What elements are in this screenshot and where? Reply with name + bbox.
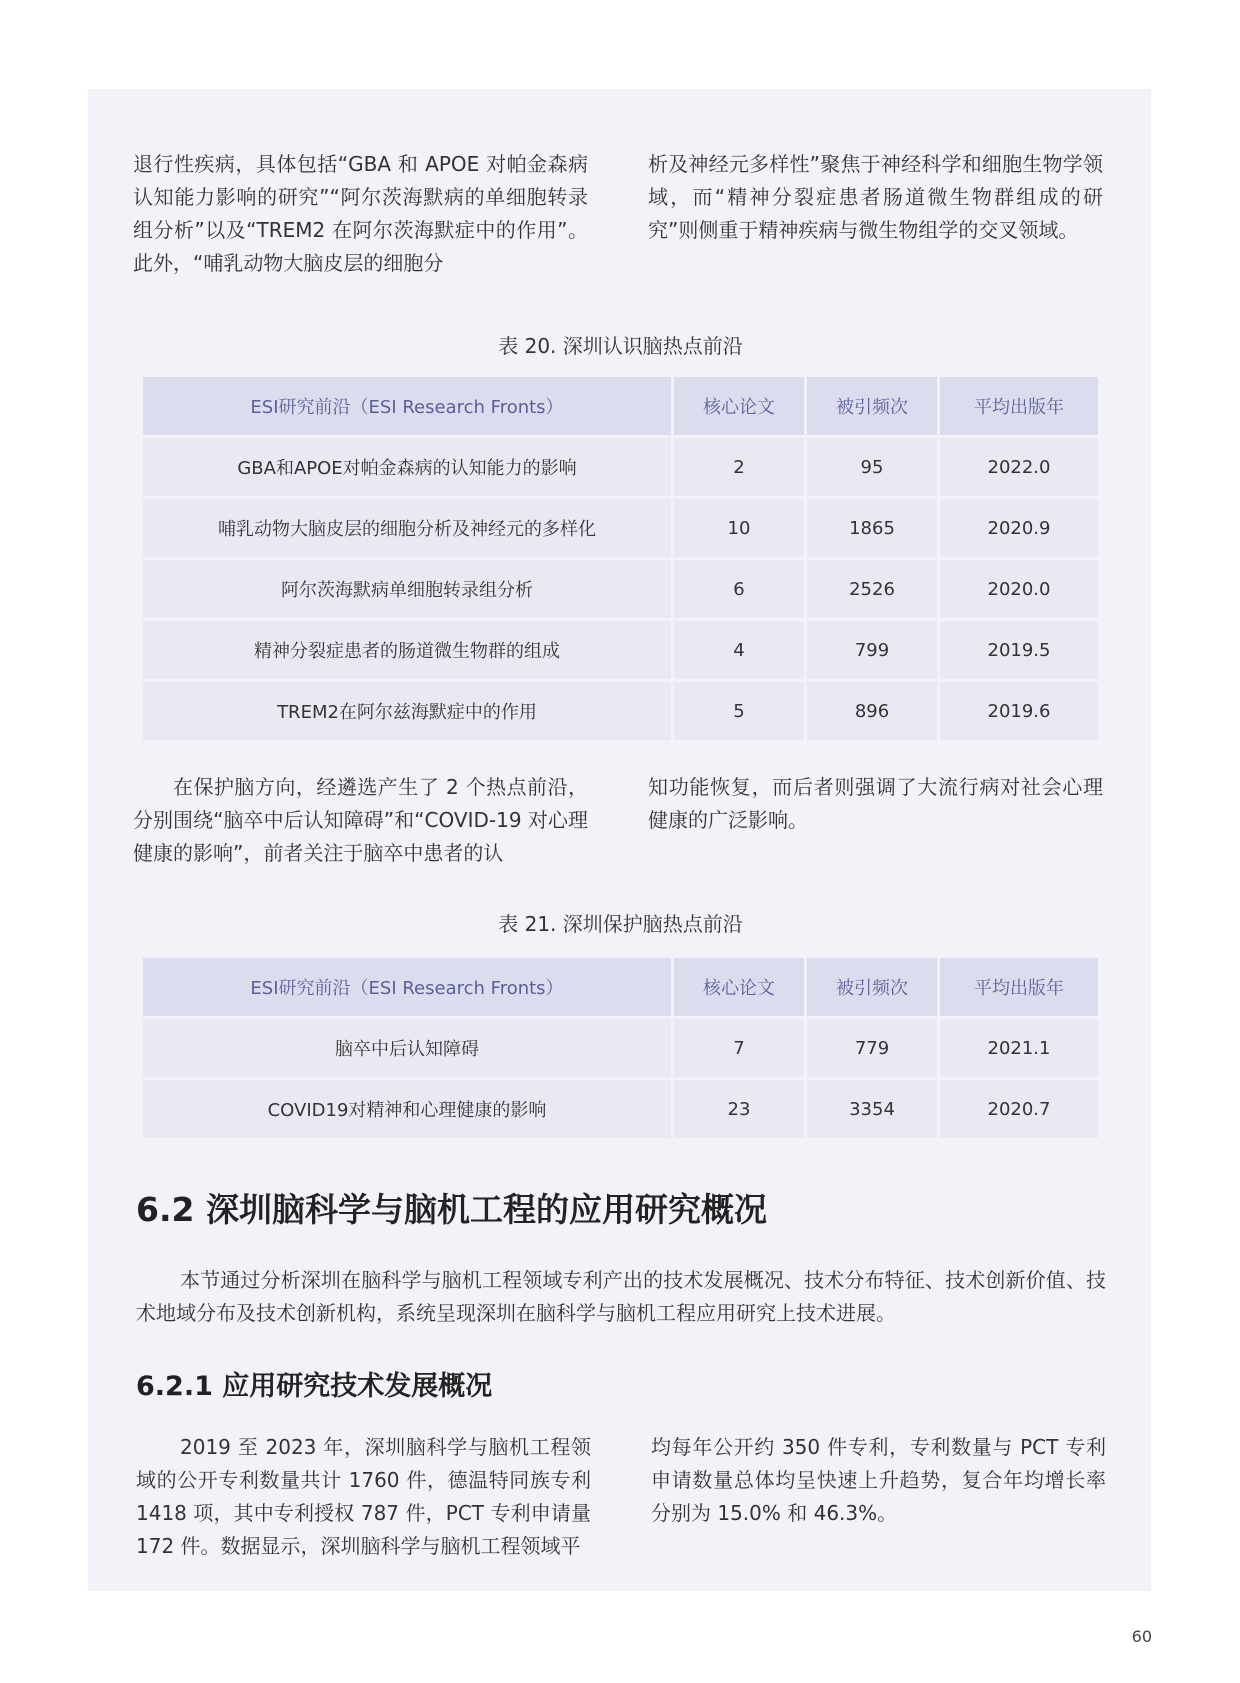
cell-avg-year: 2020.0	[940, 560, 1098, 618]
section-title: 6.2 深圳脑科学与脑机工程的应用研究概况	[136, 1190, 767, 1229]
cell-citations: 896	[807, 682, 937, 740]
cell-core-papers: 23	[674, 1080, 804, 1138]
table-row	[143, 499, 1098, 557]
cell-avg-year: 2019.6	[940, 682, 1098, 740]
header-core-papers: 核心论文	[674, 377, 804, 435]
header-core-papers: 核心论文	[674, 958, 804, 1016]
header-avg-year: 平均出版年	[940, 377, 1098, 435]
cell-citations: 95	[807, 438, 937, 496]
cell-avg-year: 2020.9	[940, 499, 1098, 557]
table-row	[143, 1019, 1098, 1077]
cell-research-front: TREM2在阿尔兹海默症中的作用	[143, 682, 671, 740]
subsection-left-column: 2019 至 2023 年，深圳脑科学与脑机工程领域的公开专利数量共计 1760 件，德温特同族专利 1418 项，其中专利授权 787 件，PCT 专利申请量 172 件。数据显示，深圳脑科学与脑机工程领域平	[136, 1435, 591, 1558]
header-avg-year: 平均出版年	[940, 958, 1098, 1016]
cell-core-papers: 5	[674, 682, 804, 740]
cell-research-front: 脑卒中后认知障碍	[143, 1019, 671, 1077]
header-research-front: ESI研究前沿（ESI Research Fronts）	[143, 377, 671, 435]
cell-citations: 2526	[807, 560, 937, 618]
table-row	[143, 438, 1098, 496]
section-body: 本节通过分析深圳在脑科学与脑机工程领域专利产出的技术发展概况、技术分布特征、技术创新价值、技术地域分布及技术创新机构，系统呈现深圳在脑科学与脑机工程应用研究上技术进展。	[136, 1268, 1106, 1325]
subsection-right-column: 均每年公开约 350 件专利，专利数量与 PCT 专利申请数量总体均呈快速上升趋势，复合年均增长率分别为 15.0% 和 46.3%。	[651, 1435, 1106, 1525]
cell-core-papers: 10	[674, 499, 804, 557]
table20	[140, 374, 1101, 743]
table-row	[143, 682, 1098, 740]
cell-research-front: COVID19对精神和心理健康的影响	[143, 1080, 671, 1138]
table-header-row	[143, 958, 1098, 1016]
cell-core-papers: 6	[674, 560, 804, 618]
cell-research-front: 精神分裂症患者的肠道微生物群的组成	[143, 621, 671, 679]
cell-research-front: GBA和APOE对帕金森病的认知能力的影响	[143, 438, 671, 496]
table21-caption: 表 21. 深圳保护脑热点前沿	[498, 912, 743, 936]
table-row	[143, 621, 1098, 679]
cell-core-papers: 2	[674, 438, 804, 496]
intro-left-column: 退行性疾病，具体包括“GBA 和 APOE 对帕金森病认知能力影响的研究”“阿尔茨海默病的单细胞转录组分析”以及“TREM2 在阿尔茨海默症中的作用”。此外，“哺乳动物大脑皮层的细胞分	[133, 152, 588, 275]
cell-research-front: 哺乳动物大脑皮层的细胞分析及神经元的多样化	[143, 499, 671, 557]
cell-citations: 799	[807, 621, 937, 679]
page-number: 60	[1131, 1627, 1152, 1646]
header-citations: 被引频次	[807, 377, 937, 435]
protect-left-column: 在保护脑方向，经遴选产生了 2 个热点前沿，分别围绕“脑卒中后认知障碍”和“COVID-19 对心理健康的影响”，前者关注于脑卒中患者的认	[133, 775, 588, 865]
cell-avg-year: 2019.5	[940, 621, 1098, 679]
cell-avg-year: 2022.0	[940, 438, 1098, 496]
cell-citations: 779	[807, 1019, 937, 1077]
cell-citations: 1865	[807, 499, 937, 557]
table-header-row	[143, 377, 1098, 435]
cell-avg-year: 2020.7	[940, 1080, 1098, 1138]
table-row	[143, 560, 1098, 618]
cell-core-papers: 7	[674, 1019, 804, 1077]
cell-citations: 3354	[807, 1080, 937, 1138]
cell-avg-year: 2021.1	[940, 1019, 1098, 1077]
protect-right-column: 知功能恢复，而后者则强调了大流行病对社会心理健康的广泛影响。	[648, 775, 1103, 832]
table20-caption: 表 20. 深圳认识脑热点前沿	[498, 334, 743, 358]
table-row	[143, 1080, 1098, 1138]
header-citations: 被引频次	[807, 958, 937, 1016]
intro-right-column: 析及神经元多样性”聚焦于神经科学和细胞生物学领域，而“精神分裂症患者肠道微生物群组成的研究”则侧重于精神疾病与微生物组学的交叉领域。	[648, 152, 1103, 242]
subsection-title: 6.2.1 应用研究技术发展概况	[136, 1371, 493, 1402]
header-research-front: ESI研究前沿（ESI Research Fronts）	[143, 958, 671, 1016]
table21	[140, 955, 1101, 1141]
cell-core-papers: 4	[674, 621, 804, 679]
cell-research-front: 阿尔茨海默病单细胞转录组分析	[143, 560, 671, 618]
